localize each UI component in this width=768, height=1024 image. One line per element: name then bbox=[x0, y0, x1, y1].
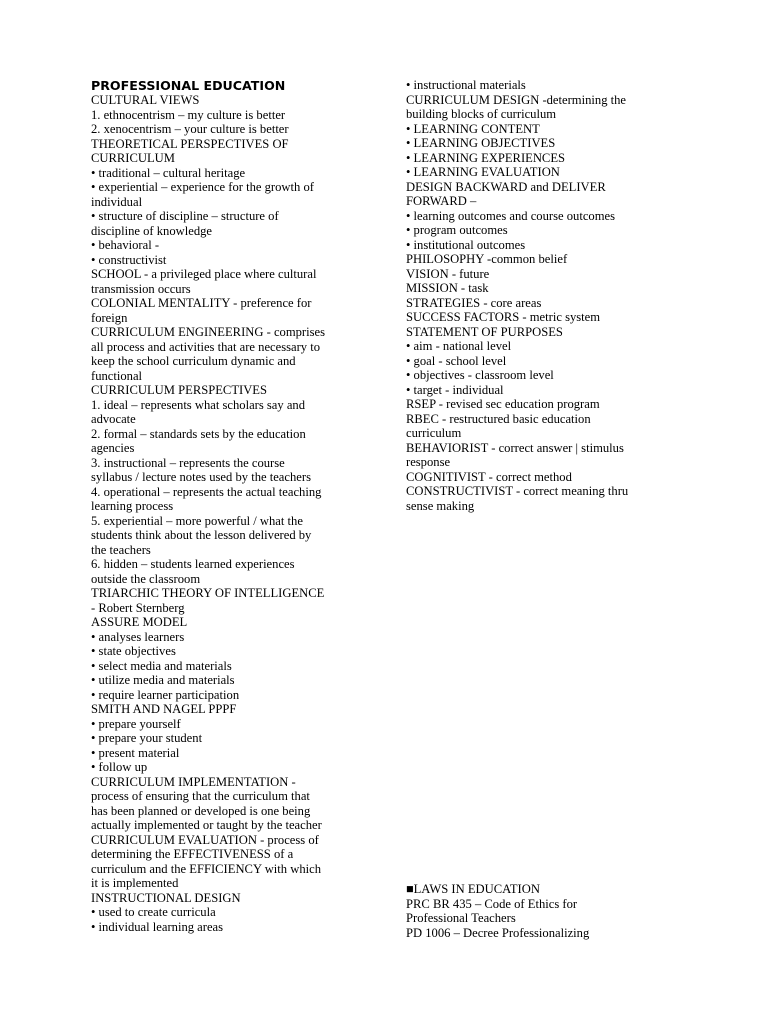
text-line: 5. experiential – more powerful / what the bbox=[91, 513, 303, 528]
text-line: FORWARD – bbox=[406, 194, 477, 208]
text-line: INSTRUCTIONAL DESIGN bbox=[91, 890, 241, 905]
text-line: PHILOSOPHY -common belief bbox=[406, 252, 568, 266]
text-line: VISION - future bbox=[406, 266, 490, 281]
text-line: SCHOOL - a privileged place where cultural bbox=[91, 267, 317, 281]
text-line: PD 1006 – Decree Professionalizing bbox=[406, 925, 590, 940]
text-line: • utilize media and materials bbox=[91, 673, 235, 687]
text-line: 3. instructional – represents the course bbox=[91, 455, 285, 470]
text-line: • instructional materials bbox=[406, 78, 526, 92]
left-column-lines bbox=[91, 93, 363, 934]
text-line: • select media and materials bbox=[91, 658, 232, 673]
text-line: THEORETICAL PERSPECTIVES OF bbox=[91, 136, 289, 151]
text-line: transmission occurs bbox=[91, 281, 191, 296]
text-line: • experiential – experience for the growth of bbox=[91, 180, 314, 194]
text-line: • objectives - classroom level bbox=[406, 368, 554, 382]
text-line: syllabus / lecture notes used by the teachers bbox=[91, 470, 311, 484]
text-line: functional bbox=[91, 368, 143, 383]
text-line: CULTURAL VIEWS bbox=[91, 93, 200, 107]
text-line: all process and activities that are necessary to bbox=[91, 339, 321, 354]
text-line: sense making bbox=[406, 498, 475, 513]
text-line: • require learner participation bbox=[91, 687, 240, 702]
text-line: SMITH AND NAGEL PPPF bbox=[91, 702, 237, 716]
text-line: discipline of knowledge bbox=[91, 223, 213, 238]
text-line: actually implemented or taught by the teacher bbox=[91, 818, 322, 832]
text-line: curriculum bbox=[406, 426, 462, 440]
text-line: • state objectives bbox=[91, 644, 176, 658]
text-line: individual bbox=[91, 194, 143, 209]
text-line: response bbox=[406, 455, 451, 469]
text-line: RSEP - revised sec education program bbox=[406, 397, 600, 411]
text-line: • analyses learners bbox=[91, 629, 185, 644]
text-line: COLONIAL MENTALITY - preference for bbox=[91, 296, 312, 310]
text-line: CURRICULUM PERSPECTIVES bbox=[91, 383, 267, 397]
text-line: 6. hidden – students learned experiences bbox=[91, 557, 295, 571]
text-line: 1. ethnocentrism – my culture is better bbox=[91, 107, 286, 122]
text-line: curriculum and the EFFICIENCY with which bbox=[91, 861, 322, 876]
text-line: • present material bbox=[91, 745, 180, 760]
right-column-lines bbox=[406, 78, 674, 513]
document-title: PROFESSIONAL EDUCATION bbox=[91, 78, 286, 93]
text-line: RBEC - restructured basic education bbox=[406, 411, 591, 426]
text-line: keep the school curriculum dynamic and bbox=[91, 354, 296, 368]
text-line: BEHAVIORIST - correct answer | stimulus bbox=[406, 440, 624, 455]
text-line: learning process bbox=[91, 499, 174, 513]
text-line: • traditional – cultural heritage bbox=[91, 165, 246, 180]
text-line: • follow up bbox=[91, 760, 148, 774]
text-line: SUCCESS FACTORS - metric system bbox=[406, 310, 601, 324]
text-line: • LEARNING EXPERIENCES bbox=[406, 150, 566, 165]
text-line: foreign bbox=[91, 310, 128, 325]
text-line: MISSION - task bbox=[406, 281, 489, 295]
text-line: it is implemented bbox=[91, 876, 179, 890]
text-line: • target - individual bbox=[406, 382, 504, 397]
text-line: STRATEGIES - core areas bbox=[406, 295, 542, 310]
text-line: • prepare your student bbox=[91, 731, 203, 745]
text-line: COGNITIVIST - correct method bbox=[406, 469, 572, 484]
text-line: CONSTRUCTIVIST - correct meaning thru bbox=[406, 484, 629, 498]
text-line: • LEARNING CONTENT bbox=[406, 121, 540, 136]
text-line: the teachers bbox=[91, 542, 151, 557]
text-line: • LEARNING EVALUATION bbox=[406, 165, 560, 179]
text-line: • aim - national level bbox=[406, 339, 512, 353]
text-line: CURRICULUM bbox=[91, 151, 175, 165]
laws-section bbox=[406, 882, 674, 940]
text-line: PRC BR 435 – Code of Ethics for bbox=[406, 896, 578, 911]
text-line: TRIARCHIC THEORY OF INTELLIGENCE bbox=[91, 586, 325, 600]
text-line: 2. formal – standards sets by the education bbox=[91, 426, 306, 441]
text-line: CURRICULUM ENGINEERING - comprises bbox=[91, 325, 326, 339]
text-line: • goal - school level bbox=[406, 353, 507, 368]
right-column bbox=[406, 78, 674, 513]
text-line: Professional Teachers bbox=[406, 911, 516, 925]
text-line: advocate bbox=[91, 412, 136, 426]
text-line: • LEARNING OBJECTIVES bbox=[406, 136, 556, 150]
text-line: ASSURE MODEL bbox=[91, 615, 188, 629]
text-line: • structure of discipline – structure of bbox=[91, 209, 279, 223]
text-line: • used to create curricula bbox=[91, 905, 216, 919]
text-line: agencies bbox=[91, 441, 135, 455]
text-line: • program outcomes bbox=[406, 223, 508, 237]
text-line: - Robert Sternberg bbox=[91, 600, 185, 615]
text-line: 2. xenocentrism – your culture is better bbox=[91, 122, 289, 136]
text-line: • learning outcomes and course outcomes bbox=[406, 208, 615, 223]
text-line: ■LAWS IN EDUCATION bbox=[406, 882, 540, 896]
text-line: • institutional outcomes bbox=[406, 237, 526, 252]
text-line: 1. ideal – represents what scholars say and bbox=[91, 397, 306, 412]
text-line: • prepare yourself bbox=[91, 716, 181, 731]
text-line: 4. operational – represents the actual teaching bbox=[91, 484, 322, 499]
text-line: STATEMENT OF PURPOSES bbox=[406, 324, 563, 339]
text-line: CURRICULUM EVALUATION - process of bbox=[91, 832, 319, 847]
text-line: building blocks of curriculum bbox=[406, 107, 557, 121]
text-line: students think about the lesson delivered by bbox=[91, 528, 312, 542]
text-line: has been planned or developed is one being bbox=[91, 803, 311, 818]
laws-section-lines bbox=[406, 882, 674, 940]
text-line: • individual learning areas bbox=[91, 919, 224, 934]
text-line: CURRICULUM IMPLEMENTATION - bbox=[91, 774, 296, 789]
text-line: • constructivist bbox=[91, 252, 167, 267]
text-line: determining the EFFECTIVENESS of a bbox=[91, 847, 294, 861]
text-line: outside the classroom bbox=[91, 571, 201, 586]
text-line: • behavioral - bbox=[91, 238, 160, 252]
left-column bbox=[91, 78, 363, 934]
text-line: DESIGN BACKWARD and DELIVER bbox=[406, 179, 606, 194]
text-line: CURRICULUM DESIGN -determining the bbox=[406, 92, 627, 107]
text-line: process of ensuring that the curriculum that bbox=[91, 789, 310, 803]
